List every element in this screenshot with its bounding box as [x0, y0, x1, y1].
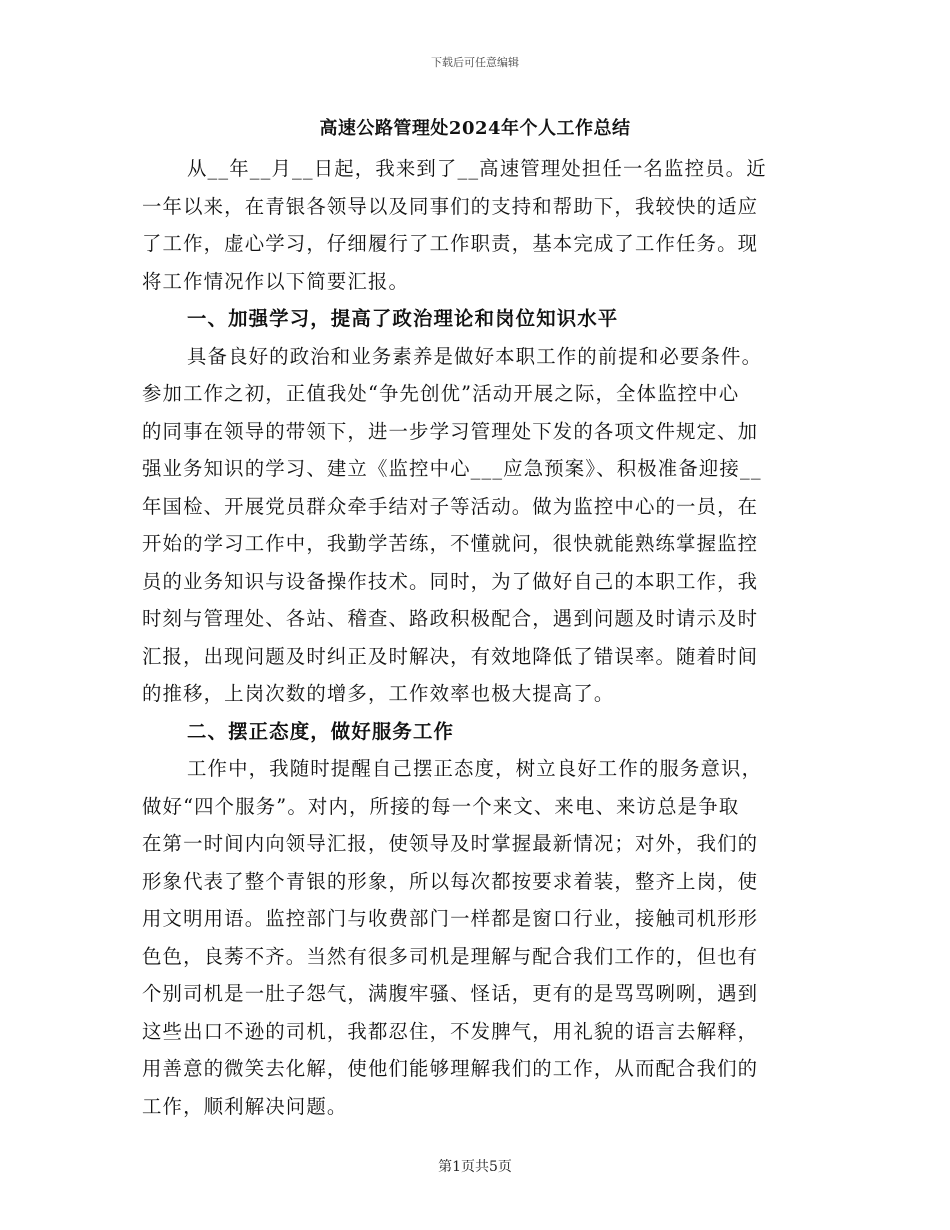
paragraph-line: 做好“四个服务”。对内，所接的每一个来文、来电、来访总是争取: [142, 794, 740, 818]
paragraph-line: 工作，顺利解决问题。: [142, 1094, 348, 1118]
paragraph-line: 用善意的微笑去化解，使他们能够理解我们的工作，从而配合我们的: [142, 1057, 759, 1080]
paragraph-line: 了工作，虚心学习，仔细履行了工作职责，基本完成了工作任务。现: [142, 232, 759, 255]
paragraph-line: 个别司机是一肚子怨气，满腹牢骚、怪话，更有的是骂骂咧咧，遇到: [142, 982, 759, 1005]
section-heading-2: 二、摆正态度，做好服务工作: [187, 719, 455, 743]
paragraph-line: 的推移，上岗次数的增多，工作效率也极大提高了。: [142, 682, 615, 705]
paragraph-line: 强业务知识的学习、建立《监控中心___应急预案》、积极准备迎接__: [142, 457, 762, 480]
paragraph-line: 色色，良莠不齐。当然有很多司机是理解与配合我们工作的，但也有: [142, 944, 759, 968]
paragraph-line: 从__年__月__日起，我来到了__高速管理处担任一名监控员。近: [187, 157, 767, 180]
page-number: 第1页共5页: [438, 1159, 512, 1175]
paragraph-line: 汇报，出现问题及时纠正及时解决，有效地降低了错误率。随着时间: [142, 644, 759, 668]
paragraph-line: 开始的学习工作中，我勤学苦练，不懂就问，很快就能熟练掌握监控: [142, 532, 759, 555]
paragraph-line: 形象代表了整个青银的形象，所以每次都按要求着装，整齐上岗，使: [142, 869, 759, 893]
paragraph-line: 具备良好的政治和业务素养是做好本职工作的前提和必要条件。: [187, 344, 763, 368]
paragraph-line: 将工作情况作以下简要汇报。: [142, 269, 410, 293]
paragraph-line: 年国检、开展党员群众牵手结对子等活动。做为监控中心的一员，在: [142, 494, 759, 518]
paragraph-line: 在第一时间内向领导汇报，使领导及时掌握最新情况；对外，我们的: [142, 832, 759, 855]
paragraph-line: 工作中，我随时提醒自己摆正态度，树立良好工作的服务意识，: [187, 757, 763, 780]
document-body: [142, 150, 802, 1125]
paragraph-line: 员的业务知识与设备操作技术。同时，为了做好自己的本职工作，我: [142, 569, 759, 593]
page-header-note: 下载后可任意编辑: [431, 56, 519, 69]
paragraph-line: 参加工作之初，正值我处“争先创优”活动开展之际，全体监控中心: [142, 382, 740, 405]
paragraph-line: 时刻与管理处、各站、稽查、路政积极配合，遇到问题及时请示及时: [142, 607, 759, 630]
paragraph-line: 用文明用语。监控部门与收费部门一样都是窗口行业，接触司机形形: [142, 907, 759, 930]
paragraph-line: 这些出口不逊的司机，我都忍住，不发脾气，用礼貌的语言去解释，: [142, 1019, 759, 1043]
section-heading-1: 一、加强学习，提高了政治理论和岗位知识水平: [187, 307, 619, 330]
paragraph-line: 一年以来，在青银各领导以及同事们的支持和帮助下，我较快的适应: [142, 194, 759, 218]
document-title: 高速公路管理处2024年个人工作总结: [319, 118, 631, 139]
paragraph-line: 的同事在领导的带领下，进一步学习管理处下发的各项文件规定、加: [142, 419, 759, 443]
